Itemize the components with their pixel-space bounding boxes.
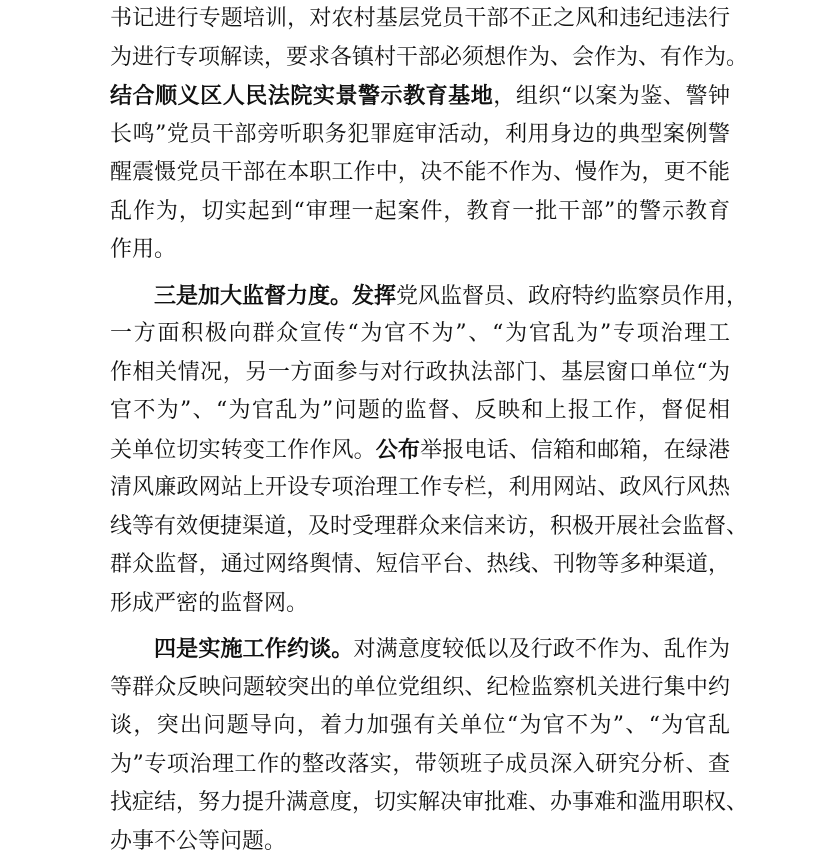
text-line: 作用。 bbox=[110, 237, 177, 262]
text-line: 醒震慑党员干部在本职工作中，决不能不作为、慢作为，更不能 bbox=[110, 160, 730, 185]
document-page bbox=[110, 0, 749, 861]
paragraph-2 bbox=[110, 277, 749, 624]
text-line: 长鸣”党员干部旁听职务犯罪庭审活动，利用身边的典型案例警 bbox=[110, 121, 730, 147]
text-line: 谈，突出问题导向，着力加强有关单位“为官不为”、“为官乱 bbox=[110, 713, 730, 738]
text-line: 一方面积极向群众宣传“为官不为”、“为官乱为”专项治理工 bbox=[110, 321, 730, 346]
text-line bbox=[110, 431, 730, 470]
text-line bbox=[110, 277, 749, 316]
bold-phrase: 结合顺义区人民法院实景警示教育基地 bbox=[110, 83, 494, 109]
text-span: 关单位切实转变工作作风。 bbox=[110, 437, 376, 463]
bold-phrase: 三是加大监督力度。发挥 bbox=[154, 282, 397, 309]
text-line: 清风廉政网站上开设专项治理工作专栏，利用网站、政风行风热 bbox=[110, 475, 730, 500]
text-span: 党风监督员、政府特约监察员作用， bbox=[396, 283, 749, 309]
text-line: 为”专项治理工作的整改落实，带领班子成员深入研究分析、查 bbox=[110, 751, 730, 777]
text-line: 为进行专项解读，要求各镇村干部必须想作为、会作为、有作为。 bbox=[110, 44, 749, 70]
text-line bbox=[110, 77, 730, 116]
text-line: 书记进行专题培训，对农村基层党员干部不正之风和违纪违法行 bbox=[110, 6, 730, 31]
text-line: 作相关情况，另一方面参与对行政执法部门、基层窗口单位“为 bbox=[110, 359, 730, 385]
text-span: 举报电话、信箱和邮箱，在绿港 bbox=[420, 437, 730, 463]
text-line: 找症结，努力提升满意度，切实解决审批难、办事难和滥用职权、 bbox=[110, 790, 749, 815]
text-line: 乱作为，切实起到“审理一起案件，教育一批干部”的警示教育 bbox=[110, 198, 730, 224]
text-span: ，组织“以案为鉴、警钟 bbox=[493, 84, 730, 109]
text-line: 办事不公等问题。 bbox=[110, 828, 287, 854]
text-line: 群众监督，通过网络舆情、短信平台、热线、刊物等多种渠道， bbox=[110, 552, 730, 577]
bold-phrase: 公布 bbox=[375, 436, 421, 463]
text-line bbox=[110, 630, 730, 669]
paragraph-gap bbox=[110, 270, 730, 277]
text-line: 官不为”、“为官乱为”问题的监督、反映和上报工作，督促相 bbox=[110, 398, 730, 423]
text-line: 等群众反映问题较突出的单位党组织、纪检监察机关进行集中约 bbox=[110, 674, 730, 700]
text-line: 线等有效便捷渠道，及时受理群众来信来访，积极开展社会监督、 bbox=[110, 513, 749, 539]
paragraph-1 bbox=[110, 0, 749, 270]
paragraph-3 bbox=[110, 630, 749, 861]
text-span: 对满意度较低以及行政不作为、乱作为 bbox=[353, 637, 730, 662]
bold-phrase: 四是实施工作约谈。 bbox=[154, 636, 354, 662]
paragraph-gap bbox=[110, 623, 730, 630]
text-line: 形成严密的监督网。 bbox=[110, 590, 309, 616]
